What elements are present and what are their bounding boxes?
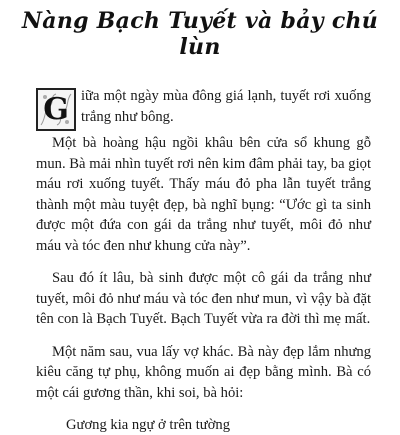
paragraph-3: Sau đó ít lâu, bà sinh được một cô gái da trắng như tuyết, môi đỏ như máu và tóc đen như mun, vì vậy bà đặt tên con là Bạch Tuyết. Bạch Tuyết vừa ra đời thì mẹ mất. (36, 270, 371, 327)
paragraph-1 (36, 86, 371, 127)
paragraph-4: Một năm sau, vua lấy vợ khác. Bà này đẹp lắm nhưng kiêu căng tự phụ, không muốn ai đẹp bằng mình. Bà có một cái gương thần, khi soi, bà hỏi: (36, 343, 371, 401)
drop-cap-ornament (36, 88, 76, 131)
drop-cap-letter: G (43, 92, 69, 127)
story-body (36, 86, 371, 433)
paragraph-2: Một bà hoàng hậu ngồi khâu bên cửa sổ khung gỗ mun. Bà mải nhìn tuyết rơi nên kim đâm phải tay, ba giọt máu rơi xuống tuyết. Thấy máu đỏ pha lẫn tuyết trắng thành một màu tuyệt đẹp, bà nghĩ bụng: “Ước gì ta sinh được một đứa con gái da trắng như tuyết, môi đỏ như máu và tóc đen như khung cửa này”. (36, 135, 371, 254)
page-title: Nàng Bạch Tuyết và bảy chú lùn (21, 8, 379, 60)
cut-off-line: Gương kia ngự ở trên tường (66, 417, 231, 433)
paragraph-1-text: iữa một ngày mùa đông giá lạnh, tuyết rơi xuống trắng như bông. (81, 88, 371, 125)
